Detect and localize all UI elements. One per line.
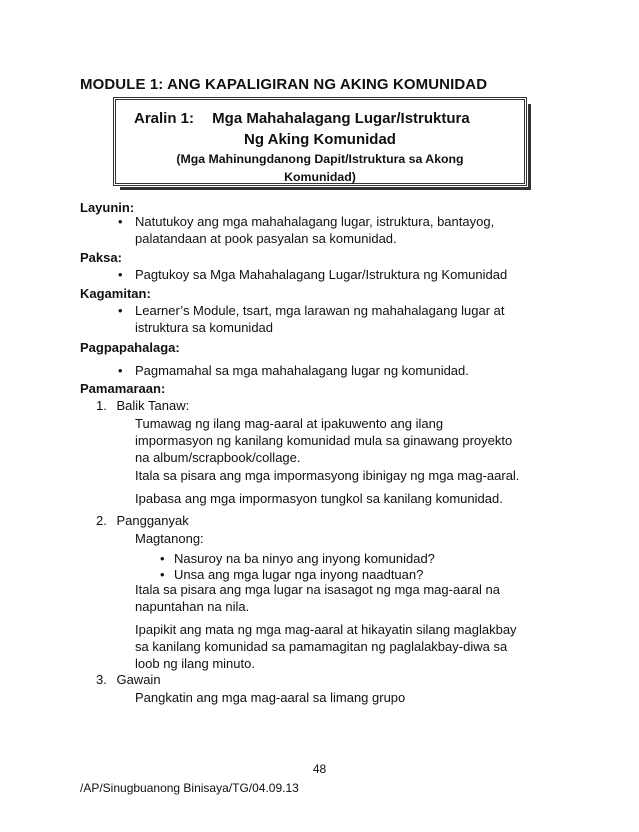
paragraph-line: sa kanilang komunidad sa pamamagitan ng paglalakbay-diwa sa	[135, 639, 508, 654]
question-text: Nasuroy na ba ninyo ang inyong komunidad?	[174, 551, 435, 566]
step-2-intro: Magtanong:	[135, 531, 204, 546]
step-number: 3.	[96, 672, 107, 687]
step-number: 1.	[96, 398, 107, 413]
step-number: 2.	[96, 513, 107, 528]
step-3-paragraph-1: Pangkatin ang mga mag-aaral sa limang grupo	[135, 690, 406, 705]
paragraph-line: napuntahan na nila.	[135, 599, 250, 614]
layunin-heading: Layunin:	[80, 200, 135, 215]
kagamitan-heading: Kagamitan:	[80, 286, 151, 301]
bullet-icon: •	[118, 267, 123, 282]
module-title: MODULE 1: ANG KAPALIGIRAN NG AKING KOMUNIDAD	[80, 76, 488, 93]
page-number: 48	[312, 762, 327, 776]
kagamitan-text-line1: Learner’s Module, tsart, mga larawan ng mahahalagang lugar at	[135, 303, 505, 318]
step-title: Balik Tanaw:	[116, 398, 190, 413]
aralin-heading	[134, 110, 470, 127]
paragraph-line: impormasyon ng kanilang komunidad mula sa ginawang proyekto	[135, 433, 513, 448]
step-1-paragraph-3: Ipabasa ang mga impormasyon tungkol sa kanilang komunidad.	[135, 491, 503, 506]
paragraph-line: na album/scrapbook/collage.	[135, 450, 301, 465]
bullet-icon: •	[118, 303, 123, 318]
footer-path: /AP/Sinugbuanong Binisaya/TG/04.09.13	[80, 781, 299, 795]
step-title: Gawain	[116, 672, 161, 687]
aralin-note-line2: Komunidad)	[284, 170, 356, 184]
layunin-text-line2: palatandaan at pook pasyalan sa komunidad.	[135, 231, 397, 246]
step-2	[96, 513, 189, 528]
bullet-icon: •	[160, 567, 165, 582]
aralin-note-line1: (Mga Mahinungdanong Dapit/Istruktura sa Akong	[176, 152, 464, 166]
step-1-paragraph-1	[135, 415, 535, 466]
pamamaraan-heading: Pamamaraan:	[80, 381, 166, 396]
step-1-paragraph-2: Itala sa pisara ang mga impormasyong ibinigay ng mga mag-aaral.	[135, 468, 520, 483]
aralin-title: Mga Mahahalagang Lugar/Istruktura	[212, 110, 470, 127]
paksa-text: Pagtukoy sa Mga Mahahalagang Lugar/Istruktura ng Komunidad	[135, 267, 508, 282]
layunin-text-line1: Natutukoy ang mga mahahalagang lugar, istruktura, bantayog,	[135, 214, 495, 229]
step-title: Pangganyak	[116, 513, 189, 528]
aralin-title-line2: Ng Aking Komunidad	[244, 131, 396, 148]
aralin-label: Aralin 1:	[134, 110, 195, 127]
pagpapahalaga-heading: Pagpapahalaga:	[80, 340, 180, 355]
aralin-note	[116, 150, 524, 186]
paragraph-line: Itala sa pisara ang mga lugar na isasagot ng mga mag-aaral na	[135, 582, 500, 597]
step-2-paragraph-1	[135, 581, 535, 615]
paragraph-line: Ipapikit ang mata ng mga mag-aaral at hikayatin silang maglakbay	[135, 622, 517, 637]
bullet-icon: •	[118, 363, 123, 378]
paksa-heading: Paksa:	[80, 250, 122, 265]
step-1	[96, 398, 189, 413]
paragraph-line: Tumawag ng ilang mag-aaral at ipakuwento ang ilang	[135, 416, 444, 431]
step-2-paragraph-2	[135, 621, 535, 672]
question-text: Unsa ang mga lugar nga inyong naadtuan?	[174, 567, 424, 582]
kagamitan-text-line2: istruktura sa komunidad	[135, 320, 274, 335]
lesson-title-box	[113, 97, 527, 186]
paragraph-line: loob ng ilang minuto.	[135, 656, 255, 671]
step-3	[96, 672, 161, 687]
bullet-icon: •	[118, 214, 123, 229]
bullet-icon: •	[160, 551, 165, 566]
pagpapahalaga-text: Pagmamahal sa mga mahahalagang lugar ng komunidad.	[135, 363, 469, 378]
